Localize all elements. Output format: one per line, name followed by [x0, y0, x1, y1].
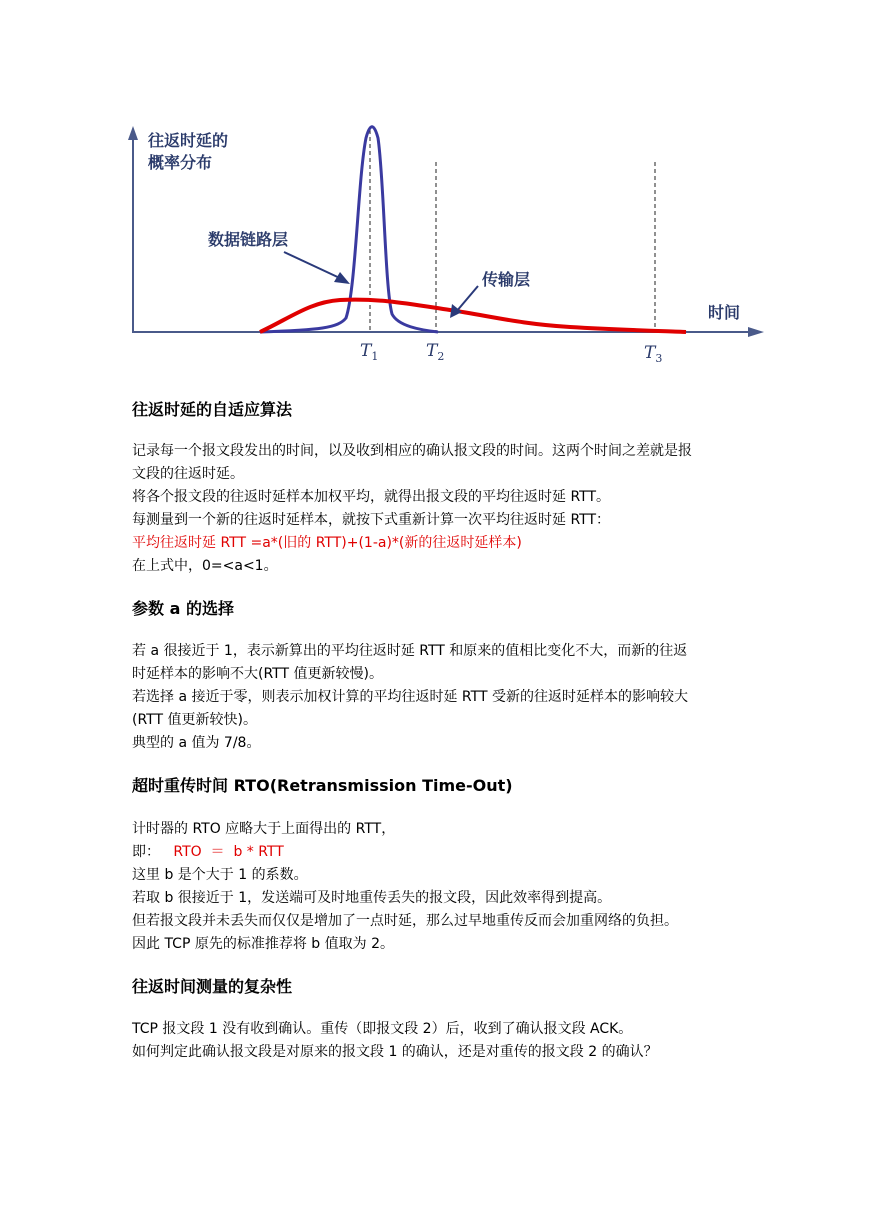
section-title-rto: 超时重传时间 RTO(Retransmission Time-Out) — [132, 776, 513, 795]
paragraph-line: 若选择 a 接近于零，则表示加权计算的平均往返时延 RTT 受新的往返时延样本的影响较大 — [132, 689, 688, 705]
paragraph-line: 时延样本的影响不大(RTT 值更新较慢)。 — [132, 666, 383, 682]
paragraph-line: 将各个报文段的往返时延样本加权平均，就得出报文段的平均往返时延 RTT。 — [132, 489, 611, 505]
datalink-pointer-line — [284, 252, 344, 280]
paragraph-line: 但若报文段并未丢失而仅仅是增加了一点时延，那么过早地重传反而会加重网络的负担。 — [132, 913, 678, 929]
paragraph-line: 如何判定此确认报文段是对原来的报文段 1 的确认，还是对重传的报文段 2 的确认？ — [132, 1044, 658, 1060]
section-title-parameter-a: 参数 a 的选择 — [132, 599, 234, 618]
rto-formula: RTO ＝ b * RTT — [173, 844, 284, 860]
x-axis-arrow — [748, 327, 764, 337]
section-body-adaptive-algorithm — [132, 440, 742, 578]
paragraph-line: 在上式中，0=<a<1。 — [132, 558, 278, 574]
paragraph-line: 每测量到一个新的往返时延样本，就按下式重新计算一次平均往返时延 RTT： — [132, 512, 611, 528]
rto-formula-line — [132, 841, 742, 864]
paragraph-line: 文段的往返时延。 — [132, 466, 244, 482]
section-title-adaptive-algorithm: 往返时延的自适应算法 — [132, 400, 293, 419]
section-title-rtt-measurement-complexity: 往返时间测量的复杂性 — [132, 977, 293, 996]
paragraph-line: 记录每一个报文段发出的时间，以及收到相应的确认报文段的时间。这两个时间之差就是报 — [132, 443, 692, 459]
transport-label: 传输层 — [482, 270, 531, 289]
transport-pointer-line — [456, 286, 478, 312]
paragraph-line: 计时器的 RTO 应略大于上面得出的 RTT， — [132, 821, 396, 837]
tick-t1: $T_1$ — [360, 341, 379, 363]
paragraph-line: TCP 报文段 1 没有收到确认。重传（即报文段 2）后，收到了确认报文段 ACK。 — [132, 1021, 633, 1037]
section-body-parameter-a — [132, 640, 742, 755]
datalink-label: 数据链路层 — [208, 230, 289, 249]
formula-prefix: 即： — [132, 844, 160, 860]
paragraph-line: 若 a 很接近于 1，表示新算出的平均往返时延 RTT 和原来的值相比变化不大，而新的往返 — [132, 643, 688, 659]
paragraph-line: (RTT 值更新较快)。 — [132, 712, 257, 728]
datalink-pointer-arrow — [334, 272, 350, 284]
rtt-formula: 平均往返时延 RTT =a*(旧的 RTT)+(1-a)*(新的往返时延样本) — [132, 535, 522, 551]
tick-t3: $T_3$ — [644, 343, 663, 365]
paragraph-line: 这里 b 是个大于 1 的系数。 — [132, 867, 308, 883]
y-axis-label-line1: 往返时延的 — [148, 131, 229, 150]
section-body-rto — [132, 818, 742, 956]
y-axis-label-line2: 概率分布 — [148, 153, 213, 172]
paragraph-line: 因此 TCP 原先的标准推荐将 b 值取为 2。 — [132, 936, 394, 952]
section-body-rtt-measurement-complexity — [132, 1018, 742, 1064]
paragraph-line: 典型的 a 值为 7/8。 — [132, 735, 261, 751]
rtt-distribution-figure — [120, 118, 780, 368]
y-axis-arrow — [128, 126, 138, 140]
paragraph-line: 若取 b 很接近于 1，发送端可及时地重传丢失的报文段，因此效率得到提高。 — [132, 890, 612, 906]
tick-t2: $T_2$ — [426, 341, 445, 363]
x-axis-label: 时间 — [708, 303, 741, 322]
